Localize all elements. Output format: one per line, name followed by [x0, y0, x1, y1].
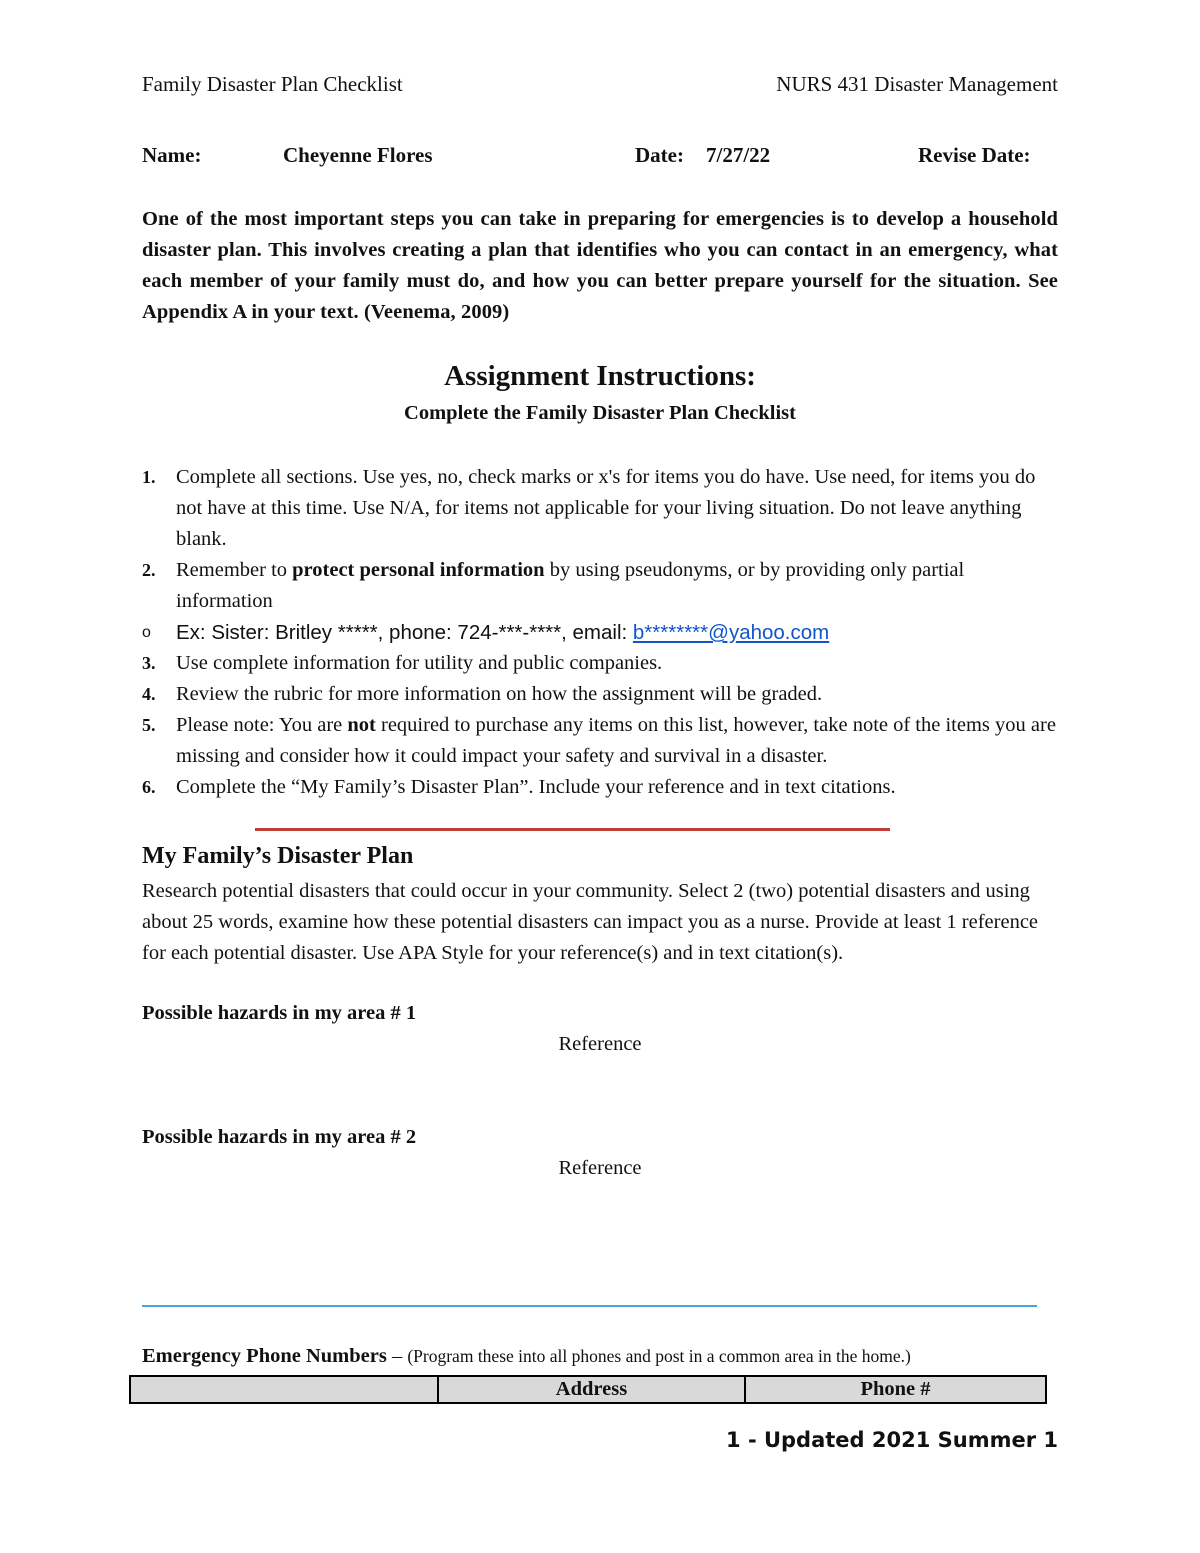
assignment-subtitle: Complete the Family Disaster Plan Checklist — [404, 402, 796, 424]
hazard-2-label: Possible hazards in my area # 2 — [142, 1126, 417, 1148]
example-text — [176, 617, 1058, 648]
emergency-phones-title: Emergency Phone Numbers — [142, 1345, 387, 1367]
instruction-emphasis: not — [347, 714, 376, 736]
name-label: Name: — [142, 143, 202, 167]
hazard-1-label: Possible hazards in my area # 1 — [142, 1002, 417, 1024]
emergency-phones-heading — [142, 1345, 911, 1368]
section-divider-red — [255, 828, 890, 831]
intro-paragraph: One of the most important steps you can take in preparing for emergencies is to develop a household disaster plan. This involves creating a plan that identifies who you can contact in an emergency, what each member of your family must do, and how you can better prepare yourself for the situation. See Appendix A in your text. (Veenema, 2009) — [142, 208, 1058, 323]
header-course-name: NURS 431 Disaster Management — [776, 72, 1058, 96]
instruction-number: 5. — [142, 715, 156, 735]
example-email-link[interactable]: b********@yahoo.com — [632, 621, 830, 644]
instruction-number: 6. — [142, 777, 156, 797]
instruction-text: Complete all sections. Use yes, no, check marks or x's for items you do have. Use need, for items you do not have at this time. Use N/A, for items not applicable for your living situation. Do not leave anything blank. — [176, 466, 1036, 550]
instruction-item — [142, 679, 1058, 710]
bullet-marker: o — [142, 624, 151, 641]
instruction-text: Review the rubric for more information on how the assignment will be graded. — [176, 683, 823, 705]
hazard-1-reference: Reference — [558, 1033, 642, 1055]
column-header-phone: Phone # — [745, 1376, 1046, 1403]
emergency-phones-dash: – — [386, 1345, 408, 1367]
instruction-text-part: required to purchase any items on this list, however, take note of the items you are missing and consider how it could impact your safety and survival in a disaster. — [176, 714, 1056, 767]
instruction-text-part: Please note: You are — [176, 714, 348, 736]
instruction-text: Use complete information for utility and public companies. — [176, 652, 663, 674]
instruction-number: 4. — [142, 684, 156, 704]
example-text-part: Ex: Sister: Britley *****, phone: 724-***-****, email: — [176, 621, 633, 644]
instruction-text — [176, 555, 1058, 617]
instruction-item — [142, 555, 1058, 617]
instruction-item — [142, 710, 1058, 772]
instruction-text — [176, 710, 1058, 772]
instruction-item — [142, 648, 1058, 679]
plan-title: My Family’s Disaster Plan — [142, 843, 414, 869]
instruction-number: 1. — [142, 467, 156, 487]
page-footer: 1 - Updated 2021 Summer 1 — [726, 1428, 1058, 1452]
instruction-text-part: by using pseudonyms, or by providing only partial information — [176, 559, 965, 612]
hazard-2-reference: Reference — [558, 1157, 642, 1179]
instruction-text: Complete the “My Family’s Disaster Plan”. Include your reference and in text citations. — [176, 776, 896, 798]
instruction-text-part: Remember to — [176, 559, 293, 581]
emergency-phones-note: (Program these into all phones and post in a common area in the home.) — [407, 1346, 911, 1366]
plan-instructions: Research potential disasters that could occur in your community. Select 2 (two) potential disasters and using about 25 words, examine how these potential disasters can impact you as a nurse. Provide at least 1 reference for each potential disaster. Use APA Style for your reference(s) and in text citation(s). — [142, 880, 1039, 964]
instruction-number: 2. — [142, 560, 156, 580]
header-course-doc-title: Family Disaster Plan Checklist — [142, 72, 403, 96]
name-value: Cheyenne Flores — [283, 143, 433, 167]
table-header-row — [130, 1376, 1046, 1403]
instruction-list — [142, 462, 1058, 803]
instruction-item — [142, 772, 1058, 803]
revise-date-label: Revise Date: — [918, 143, 1031, 167]
column-header-contact — [130, 1376, 438, 1403]
assignment-title: Assignment Instructions: — [444, 360, 756, 392]
instruction-example — [142, 617, 1058, 648]
date-value: 7/27/22 — [706, 143, 771, 167]
date-label: Date: — [635, 143, 684, 167]
section-divider-blue — [142, 1305, 1037, 1307]
emergency-phones-table — [129, 1375, 1047, 1404]
instruction-item — [142, 462, 1058, 555]
column-header-address: Address — [438, 1376, 745, 1403]
instruction-emphasis: protect personal information — [292, 559, 545, 581]
instruction-number: 3. — [142, 653, 156, 673]
